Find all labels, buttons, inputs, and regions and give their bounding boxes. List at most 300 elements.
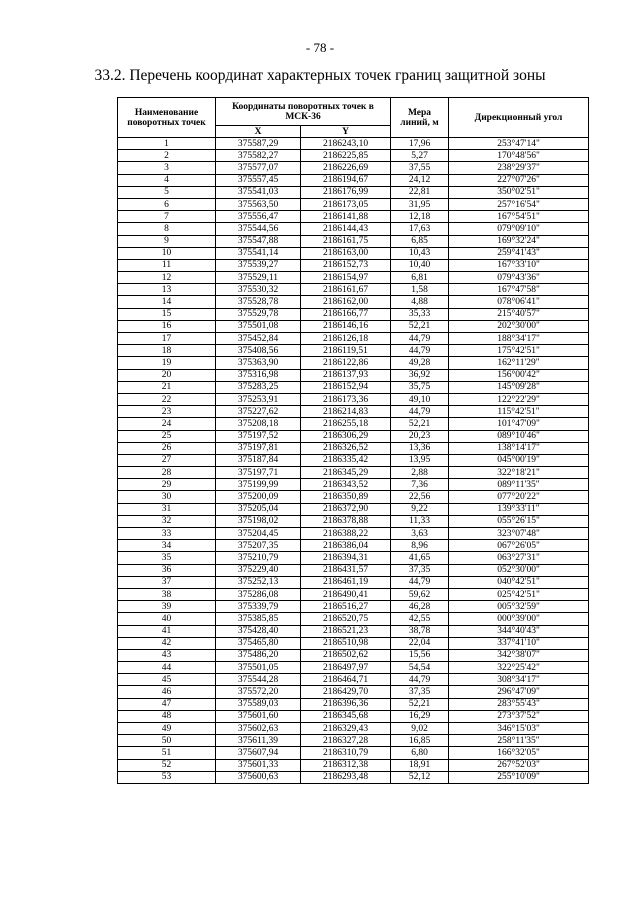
coord-x: 375501,08 bbox=[216, 320, 301, 332]
point-number: 17 bbox=[118, 333, 216, 345]
line-length: 37,35 bbox=[391, 564, 449, 576]
coord-y: 2186429,70 bbox=[301, 686, 391, 698]
direction-angle: 323°07'48" bbox=[449, 528, 589, 540]
direction-angle: 166°32'05" bbox=[449, 747, 589, 759]
coord-y: 2186306,29 bbox=[301, 430, 391, 442]
point-number: 33 bbox=[118, 528, 216, 540]
line-length: 22,81 bbox=[391, 186, 449, 198]
point-number: 24 bbox=[118, 418, 216, 430]
line-length: 44,79 bbox=[391, 345, 449, 357]
direction-angle: 167°33'10" bbox=[449, 259, 589, 271]
coord-y: 2186394,31 bbox=[301, 552, 391, 564]
line-length: 6,85 bbox=[391, 235, 449, 247]
table-row bbox=[118, 540, 589, 552]
direction-angle: 005°32'59" bbox=[449, 601, 589, 613]
coord-x: 375529,78 bbox=[216, 308, 301, 320]
table-row bbox=[118, 528, 589, 540]
direction-angle: 067°26'05" bbox=[449, 540, 589, 552]
line-length: 13,36 bbox=[391, 442, 449, 454]
coord-x: 375539,27 bbox=[216, 259, 301, 271]
direction-angle: 078°06'41" bbox=[449, 296, 589, 308]
direction-angle: 253°47'14" bbox=[449, 138, 589, 150]
direction-angle: 258°11'35" bbox=[449, 735, 589, 747]
coord-y: 2186343,52 bbox=[301, 479, 391, 491]
line-length: 49,10 bbox=[391, 393, 449, 405]
coord-y: 2186461,19 bbox=[301, 576, 391, 588]
coord-x: 375547,88 bbox=[216, 235, 301, 247]
table-row bbox=[118, 771, 589, 783]
coord-x: 375253,91 bbox=[216, 393, 301, 405]
coord-x: 375607,94 bbox=[216, 747, 301, 759]
point-number: 50 bbox=[118, 735, 216, 747]
table-row bbox=[118, 333, 589, 345]
point-number: 21 bbox=[118, 381, 216, 393]
table-row bbox=[118, 284, 589, 296]
coord-x: 375529,11 bbox=[216, 272, 301, 284]
direction-angle: 139°33'11" bbox=[449, 503, 589, 515]
coord-x: 375385,85 bbox=[216, 613, 301, 625]
table-row bbox=[118, 637, 589, 649]
coord-y: 2186345,29 bbox=[301, 467, 391, 479]
line-length: 4,88 bbox=[391, 296, 449, 308]
coord-x: 375197,52 bbox=[216, 430, 301, 442]
table-row bbox=[118, 710, 589, 722]
line-length: 22,56 bbox=[391, 491, 449, 503]
line-length: 3,63 bbox=[391, 528, 449, 540]
direction-angle: 077°20'22" bbox=[449, 491, 589, 503]
line-length: 35,75 bbox=[391, 381, 449, 393]
line-length: 31,95 bbox=[391, 198, 449, 210]
point-number: 15 bbox=[118, 308, 216, 320]
coord-y: 2186335,42 bbox=[301, 454, 391, 466]
coord-y: 2186516,27 bbox=[301, 601, 391, 613]
point-number: 51 bbox=[118, 747, 216, 759]
table-row bbox=[118, 759, 589, 771]
line-length: 46,28 bbox=[391, 601, 449, 613]
table-row bbox=[118, 138, 589, 150]
coord-x: 375572,20 bbox=[216, 686, 301, 698]
coord-x: 375283,25 bbox=[216, 381, 301, 393]
line-length: 9,22 bbox=[391, 503, 449, 515]
line-length: 16,85 bbox=[391, 735, 449, 747]
direction-angle: 350°02'51" bbox=[449, 186, 589, 198]
coord-x: 375198,02 bbox=[216, 515, 301, 527]
point-number: 28 bbox=[118, 467, 216, 479]
coord-y: 2186173,36 bbox=[301, 393, 391, 405]
table-body bbox=[118, 138, 589, 784]
line-length: 37,55 bbox=[391, 162, 449, 174]
point-number: 1 bbox=[118, 138, 216, 150]
table-row bbox=[118, 442, 589, 454]
coord-y: 2186329,43 bbox=[301, 723, 391, 735]
table-row bbox=[118, 272, 589, 284]
direction-angle: 055°26'15" bbox=[449, 515, 589, 527]
coord-x: 375452,84 bbox=[216, 333, 301, 345]
line-length: 17,63 bbox=[391, 223, 449, 235]
line-length: 44,79 bbox=[391, 674, 449, 686]
direction-angle: 079°09'10" bbox=[449, 223, 589, 235]
coord-y: 2186176,99 bbox=[301, 186, 391, 198]
coord-y: 2186163,00 bbox=[301, 247, 391, 259]
table-row bbox=[118, 601, 589, 613]
line-length: 10,43 bbox=[391, 247, 449, 259]
point-number: 11 bbox=[118, 259, 216, 271]
direction-angle: 169°32'24" bbox=[449, 235, 589, 247]
coord-y: 2186293,48 bbox=[301, 771, 391, 783]
coord-x: 375577,07 bbox=[216, 162, 301, 174]
table-row bbox=[118, 223, 589, 235]
direction-angle: 162°11'29" bbox=[449, 357, 589, 369]
point-number: 34 bbox=[118, 540, 216, 552]
coord-x: 375600,63 bbox=[216, 771, 301, 783]
table-row bbox=[118, 381, 589, 393]
direction-angle: 156°00'42" bbox=[449, 369, 589, 381]
direction-angle: 257°16'54" bbox=[449, 198, 589, 210]
header-point-name: Наименование поворотных точек bbox=[118, 98, 216, 138]
direction-angle: 344°40'43" bbox=[449, 625, 589, 637]
coord-x: 375197,71 bbox=[216, 467, 301, 479]
coord-x: 375408,56 bbox=[216, 345, 301, 357]
coord-y: 2186152,94 bbox=[301, 381, 391, 393]
point-number: 20 bbox=[118, 369, 216, 381]
header-line-length: Мера линий, м bbox=[391, 98, 449, 138]
coord-y: 2186350,89 bbox=[301, 491, 391, 503]
table-row bbox=[118, 357, 589, 369]
point-number: 16 bbox=[118, 320, 216, 332]
table-row bbox=[118, 747, 589, 759]
direction-angle: 040°42'51" bbox=[449, 576, 589, 588]
direction-angle: 346°15'03" bbox=[449, 723, 589, 735]
point-number: 12 bbox=[118, 272, 216, 284]
line-length: 44,79 bbox=[391, 333, 449, 345]
point-number: 8 bbox=[118, 223, 216, 235]
line-length: 17,96 bbox=[391, 138, 449, 150]
coord-y: 2186173,05 bbox=[301, 198, 391, 210]
point-number: 36 bbox=[118, 564, 216, 576]
direction-angle: 052°30'00" bbox=[449, 564, 589, 576]
point-number: 9 bbox=[118, 235, 216, 247]
table-row bbox=[118, 576, 589, 588]
table-row bbox=[118, 454, 589, 466]
point-number: 40 bbox=[118, 613, 216, 625]
direction-angle: 025°42'51" bbox=[449, 588, 589, 600]
table-row bbox=[118, 259, 589, 271]
coord-x: 375252,13 bbox=[216, 576, 301, 588]
point-number: 26 bbox=[118, 442, 216, 454]
line-length: 6,81 bbox=[391, 272, 449, 284]
document-title: 33.2. Перечень координат характерных точек границ защитной зоны bbox=[94, 67, 546, 84]
line-length: 38,78 bbox=[391, 625, 449, 637]
direction-angle: 122°22'29" bbox=[449, 393, 589, 405]
table-row bbox=[118, 515, 589, 527]
point-number: 22 bbox=[118, 393, 216, 405]
table-row bbox=[118, 686, 589, 698]
coord-x: 375187,84 bbox=[216, 454, 301, 466]
coord-y: 2186161,67 bbox=[301, 284, 391, 296]
coord-y: 2186214,83 bbox=[301, 406, 391, 418]
table-row bbox=[118, 698, 589, 710]
direction-angle: 188°34'17" bbox=[449, 333, 589, 345]
direction-angle: 000°39'00" bbox=[449, 613, 589, 625]
direction-angle: 267°52'03" bbox=[449, 759, 589, 771]
table-row bbox=[118, 296, 589, 308]
point-number: 46 bbox=[118, 686, 216, 698]
coord-x: 375486,20 bbox=[216, 649, 301, 661]
point-number: 52 bbox=[118, 759, 216, 771]
line-length: 52,12 bbox=[391, 771, 449, 783]
line-length: 10,40 bbox=[391, 259, 449, 271]
coord-x: 375208,18 bbox=[216, 418, 301, 430]
coord-y: 2186490,41 bbox=[301, 588, 391, 600]
table-row bbox=[118, 393, 589, 405]
line-length: 52,21 bbox=[391, 418, 449, 430]
coord-y: 2186464,71 bbox=[301, 674, 391, 686]
point-number: 45 bbox=[118, 674, 216, 686]
coord-y: 2186194,67 bbox=[301, 174, 391, 186]
line-length: 22,04 bbox=[391, 637, 449, 649]
table-row bbox=[118, 211, 589, 223]
direction-angle: 238°29'37" bbox=[449, 162, 589, 174]
coord-y: 2186431,57 bbox=[301, 564, 391, 576]
direction-angle: 337°41'10" bbox=[449, 637, 589, 649]
table-row bbox=[118, 308, 589, 320]
table-row bbox=[118, 198, 589, 210]
direction-angle: 167°47'58" bbox=[449, 284, 589, 296]
coord-x: 375601,60 bbox=[216, 710, 301, 722]
direction-angle: 342°38'07" bbox=[449, 649, 589, 661]
point-number: 38 bbox=[118, 588, 216, 600]
direction-angle: 115°42'51" bbox=[449, 406, 589, 418]
point-number: 31 bbox=[118, 503, 216, 515]
line-length: 41,65 bbox=[391, 552, 449, 564]
point-number: 23 bbox=[118, 406, 216, 418]
coord-x: 375589,03 bbox=[216, 698, 301, 710]
coord-y: 2186137,93 bbox=[301, 369, 391, 381]
line-length: 42,55 bbox=[391, 613, 449, 625]
point-number: 53 bbox=[118, 771, 216, 783]
table-row bbox=[118, 467, 589, 479]
line-length: 35,33 bbox=[391, 308, 449, 320]
direction-angle: 296°47'09" bbox=[449, 686, 589, 698]
line-length: 13,95 bbox=[391, 454, 449, 466]
coord-y: 2186510,98 bbox=[301, 637, 391, 649]
line-length: 44,79 bbox=[391, 406, 449, 418]
coord-x: 375199,99 bbox=[216, 479, 301, 491]
coord-x: 375582,27 bbox=[216, 150, 301, 162]
point-number: 4 bbox=[118, 174, 216, 186]
coord-y: 2186372,90 bbox=[301, 503, 391, 515]
table-row bbox=[118, 674, 589, 686]
direction-angle: 175°42'51" bbox=[449, 345, 589, 357]
coord-x: 375587,29 bbox=[216, 138, 301, 150]
point-number: 19 bbox=[118, 357, 216, 369]
coord-y: 2186255,18 bbox=[301, 418, 391, 430]
coord-y: 2186119,51 bbox=[301, 345, 391, 357]
coord-y: 2186378,88 bbox=[301, 515, 391, 527]
line-length: 5,27 bbox=[391, 150, 449, 162]
coord-y: 2186152,73 bbox=[301, 259, 391, 271]
coord-y: 2186386,04 bbox=[301, 540, 391, 552]
line-length: 49,28 bbox=[391, 357, 449, 369]
line-length: 24,12 bbox=[391, 174, 449, 186]
table-row bbox=[118, 186, 589, 198]
direction-angle: 215°40'57" bbox=[449, 308, 589, 320]
line-length: 6,80 bbox=[391, 747, 449, 759]
coord-x: 375541,03 bbox=[216, 186, 301, 198]
coord-y: 2186520,75 bbox=[301, 613, 391, 625]
coord-x: 375601,33 bbox=[216, 759, 301, 771]
direction-angle: 322°25'42" bbox=[449, 662, 589, 674]
table-row bbox=[118, 174, 589, 186]
point-number: 41 bbox=[118, 625, 216, 637]
direction-angle: 202°30'00" bbox=[449, 320, 589, 332]
coord-y: 2186310,79 bbox=[301, 747, 391, 759]
table-row bbox=[118, 503, 589, 515]
table-row bbox=[118, 345, 589, 357]
point-number: 14 bbox=[118, 296, 216, 308]
point-number: 30 bbox=[118, 491, 216, 503]
line-length: 1,58 bbox=[391, 284, 449, 296]
direction-angle: 045°00'19" bbox=[449, 454, 589, 466]
point-number: 43 bbox=[118, 649, 216, 661]
table-row bbox=[118, 662, 589, 674]
coord-x: 375207,35 bbox=[216, 540, 301, 552]
coord-x: 375602,63 bbox=[216, 723, 301, 735]
table-row bbox=[118, 150, 589, 162]
coord-y: 2186312,38 bbox=[301, 759, 391, 771]
point-number: 42 bbox=[118, 637, 216, 649]
direction-angle: 063°27'31" bbox=[449, 552, 589, 564]
table-row bbox=[118, 723, 589, 735]
direction-angle: 089°10'46" bbox=[449, 430, 589, 442]
coord-y: 2186141,88 bbox=[301, 211, 391, 223]
point-number: 35 bbox=[118, 552, 216, 564]
direction-angle: 322°18'21" bbox=[449, 467, 589, 479]
point-number: 7 bbox=[118, 211, 216, 223]
point-number: 18 bbox=[118, 345, 216, 357]
coord-x: 375428,40 bbox=[216, 625, 301, 637]
coord-y: 2186502,62 bbox=[301, 649, 391, 661]
table-row bbox=[118, 552, 589, 564]
coord-x: 375557,45 bbox=[216, 174, 301, 186]
line-length: 20,23 bbox=[391, 430, 449, 442]
direction-angle: 255°10'09" bbox=[449, 771, 589, 783]
direction-angle: 170°48'56" bbox=[449, 150, 589, 162]
line-length: 36,92 bbox=[391, 369, 449, 381]
point-number: 5 bbox=[118, 186, 216, 198]
coord-x: 375210,79 bbox=[216, 552, 301, 564]
coord-x: 375465,80 bbox=[216, 637, 301, 649]
line-length: 59,62 bbox=[391, 588, 449, 600]
point-number: 25 bbox=[118, 430, 216, 442]
coord-y: 2186225,85 bbox=[301, 150, 391, 162]
coord-x: 375556,47 bbox=[216, 211, 301, 223]
line-length: 52,21 bbox=[391, 320, 449, 332]
coord-x: 375204,45 bbox=[216, 528, 301, 540]
coord-y: 2186345,68 bbox=[301, 710, 391, 722]
line-length: 8,96 bbox=[391, 540, 449, 552]
table-row bbox=[118, 479, 589, 491]
coord-x: 375544,56 bbox=[216, 223, 301, 235]
point-number: 10 bbox=[118, 247, 216, 259]
header-x: X bbox=[216, 126, 301, 138]
coord-x: 375227,62 bbox=[216, 406, 301, 418]
line-length: 44,79 bbox=[391, 576, 449, 588]
line-length: 7,36 bbox=[391, 479, 449, 491]
point-number: 48 bbox=[118, 710, 216, 722]
table-row bbox=[118, 369, 589, 381]
table-row bbox=[118, 235, 589, 247]
coord-x: 375544,28 bbox=[216, 674, 301, 686]
table-row bbox=[118, 430, 589, 442]
table-row bbox=[118, 649, 589, 661]
coord-x: 375316,98 bbox=[216, 369, 301, 381]
direction-angle: 273°37'52" bbox=[449, 710, 589, 722]
direction-angle: 308°34'17" bbox=[449, 674, 589, 686]
point-number: 6 bbox=[118, 198, 216, 210]
point-number: 13 bbox=[118, 284, 216, 296]
coord-x: 375197,81 bbox=[216, 442, 301, 454]
coord-y: 2186122,86 bbox=[301, 357, 391, 369]
coord-y: 2186126,18 bbox=[301, 333, 391, 345]
direction-angle: 089°11'35" bbox=[449, 479, 589, 491]
line-length: 37,35 bbox=[391, 686, 449, 698]
coord-y: 2186388,22 bbox=[301, 528, 391, 540]
line-length: 52,21 bbox=[391, 698, 449, 710]
coord-x: 375229,40 bbox=[216, 564, 301, 576]
coord-x: 375563,50 bbox=[216, 198, 301, 210]
direction-angle: 283°55'43" bbox=[449, 698, 589, 710]
line-length: 18,91 bbox=[391, 759, 449, 771]
table-row bbox=[118, 406, 589, 418]
header-coordinates: Координаты поворотных точек в МСК-36 bbox=[216, 98, 391, 126]
coord-x: 375611,39 bbox=[216, 735, 301, 747]
direction-angle: 079°43'36" bbox=[449, 272, 589, 284]
line-length: 12,18 bbox=[391, 211, 449, 223]
coord-x: 375205,04 bbox=[216, 503, 301, 515]
direction-angle: 259°41'43" bbox=[449, 247, 589, 259]
point-number: 2 bbox=[118, 150, 216, 162]
line-length: 16,29 bbox=[391, 710, 449, 722]
line-length: 9,02 bbox=[391, 723, 449, 735]
coord-y: 2186146,16 bbox=[301, 320, 391, 332]
line-length: 2,88 bbox=[391, 467, 449, 479]
coord-x: 375363,90 bbox=[216, 357, 301, 369]
table-row bbox=[118, 162, 589, 174]
coord-x: 375339,79 bbox=[216, 601, 301, 613]
point-number: 37 bbox=[118, 576, 216, 588]
direction-angle: 227°07'26" bbox=[449, 174, 589, 186]
point-number: 44 bbox=[118, 662, 216, 674]
point-number: 3 bbox=[118, 162, 216, 174]
point-number: 49 bbox=[118, 723, 216, 735]
table-row bbox=[118, 418, 589, 430]
point-number: 39 bbox=[118, 601, 216, 613]
coord-x: 375286,08 bbox=[216, 588, 301, 600]
point-number: 29 bbox=[118, 479, 216, 491]
coord-y: 2186154,97 bbox=[301, 272, 391, 284]
coord-y: 2186162,00 bbox=[301, 296, 391, 308]
header-direction-angle: Дирекционный угол bbox=[449, 98, 589, 138]
table-row bbox=[118, 320, 589, 332]
coord-y: 2186161,75 bbox=[301, 235, 391, 247]
coord-x: 375530,32 bbox=[216, 284, 301, 296]
table-row bbox=[118, 588, 589, 600]
table-row bbox=[118, 564, 589, 576]
line-length: 11,33 bbox=[391, 515, 449, 527]
direction-angle: 101°47'09" bbox=[449, 418, 589, 430]
coord-y: 2186166,77 bbox=[301, 308, 391, 320]
